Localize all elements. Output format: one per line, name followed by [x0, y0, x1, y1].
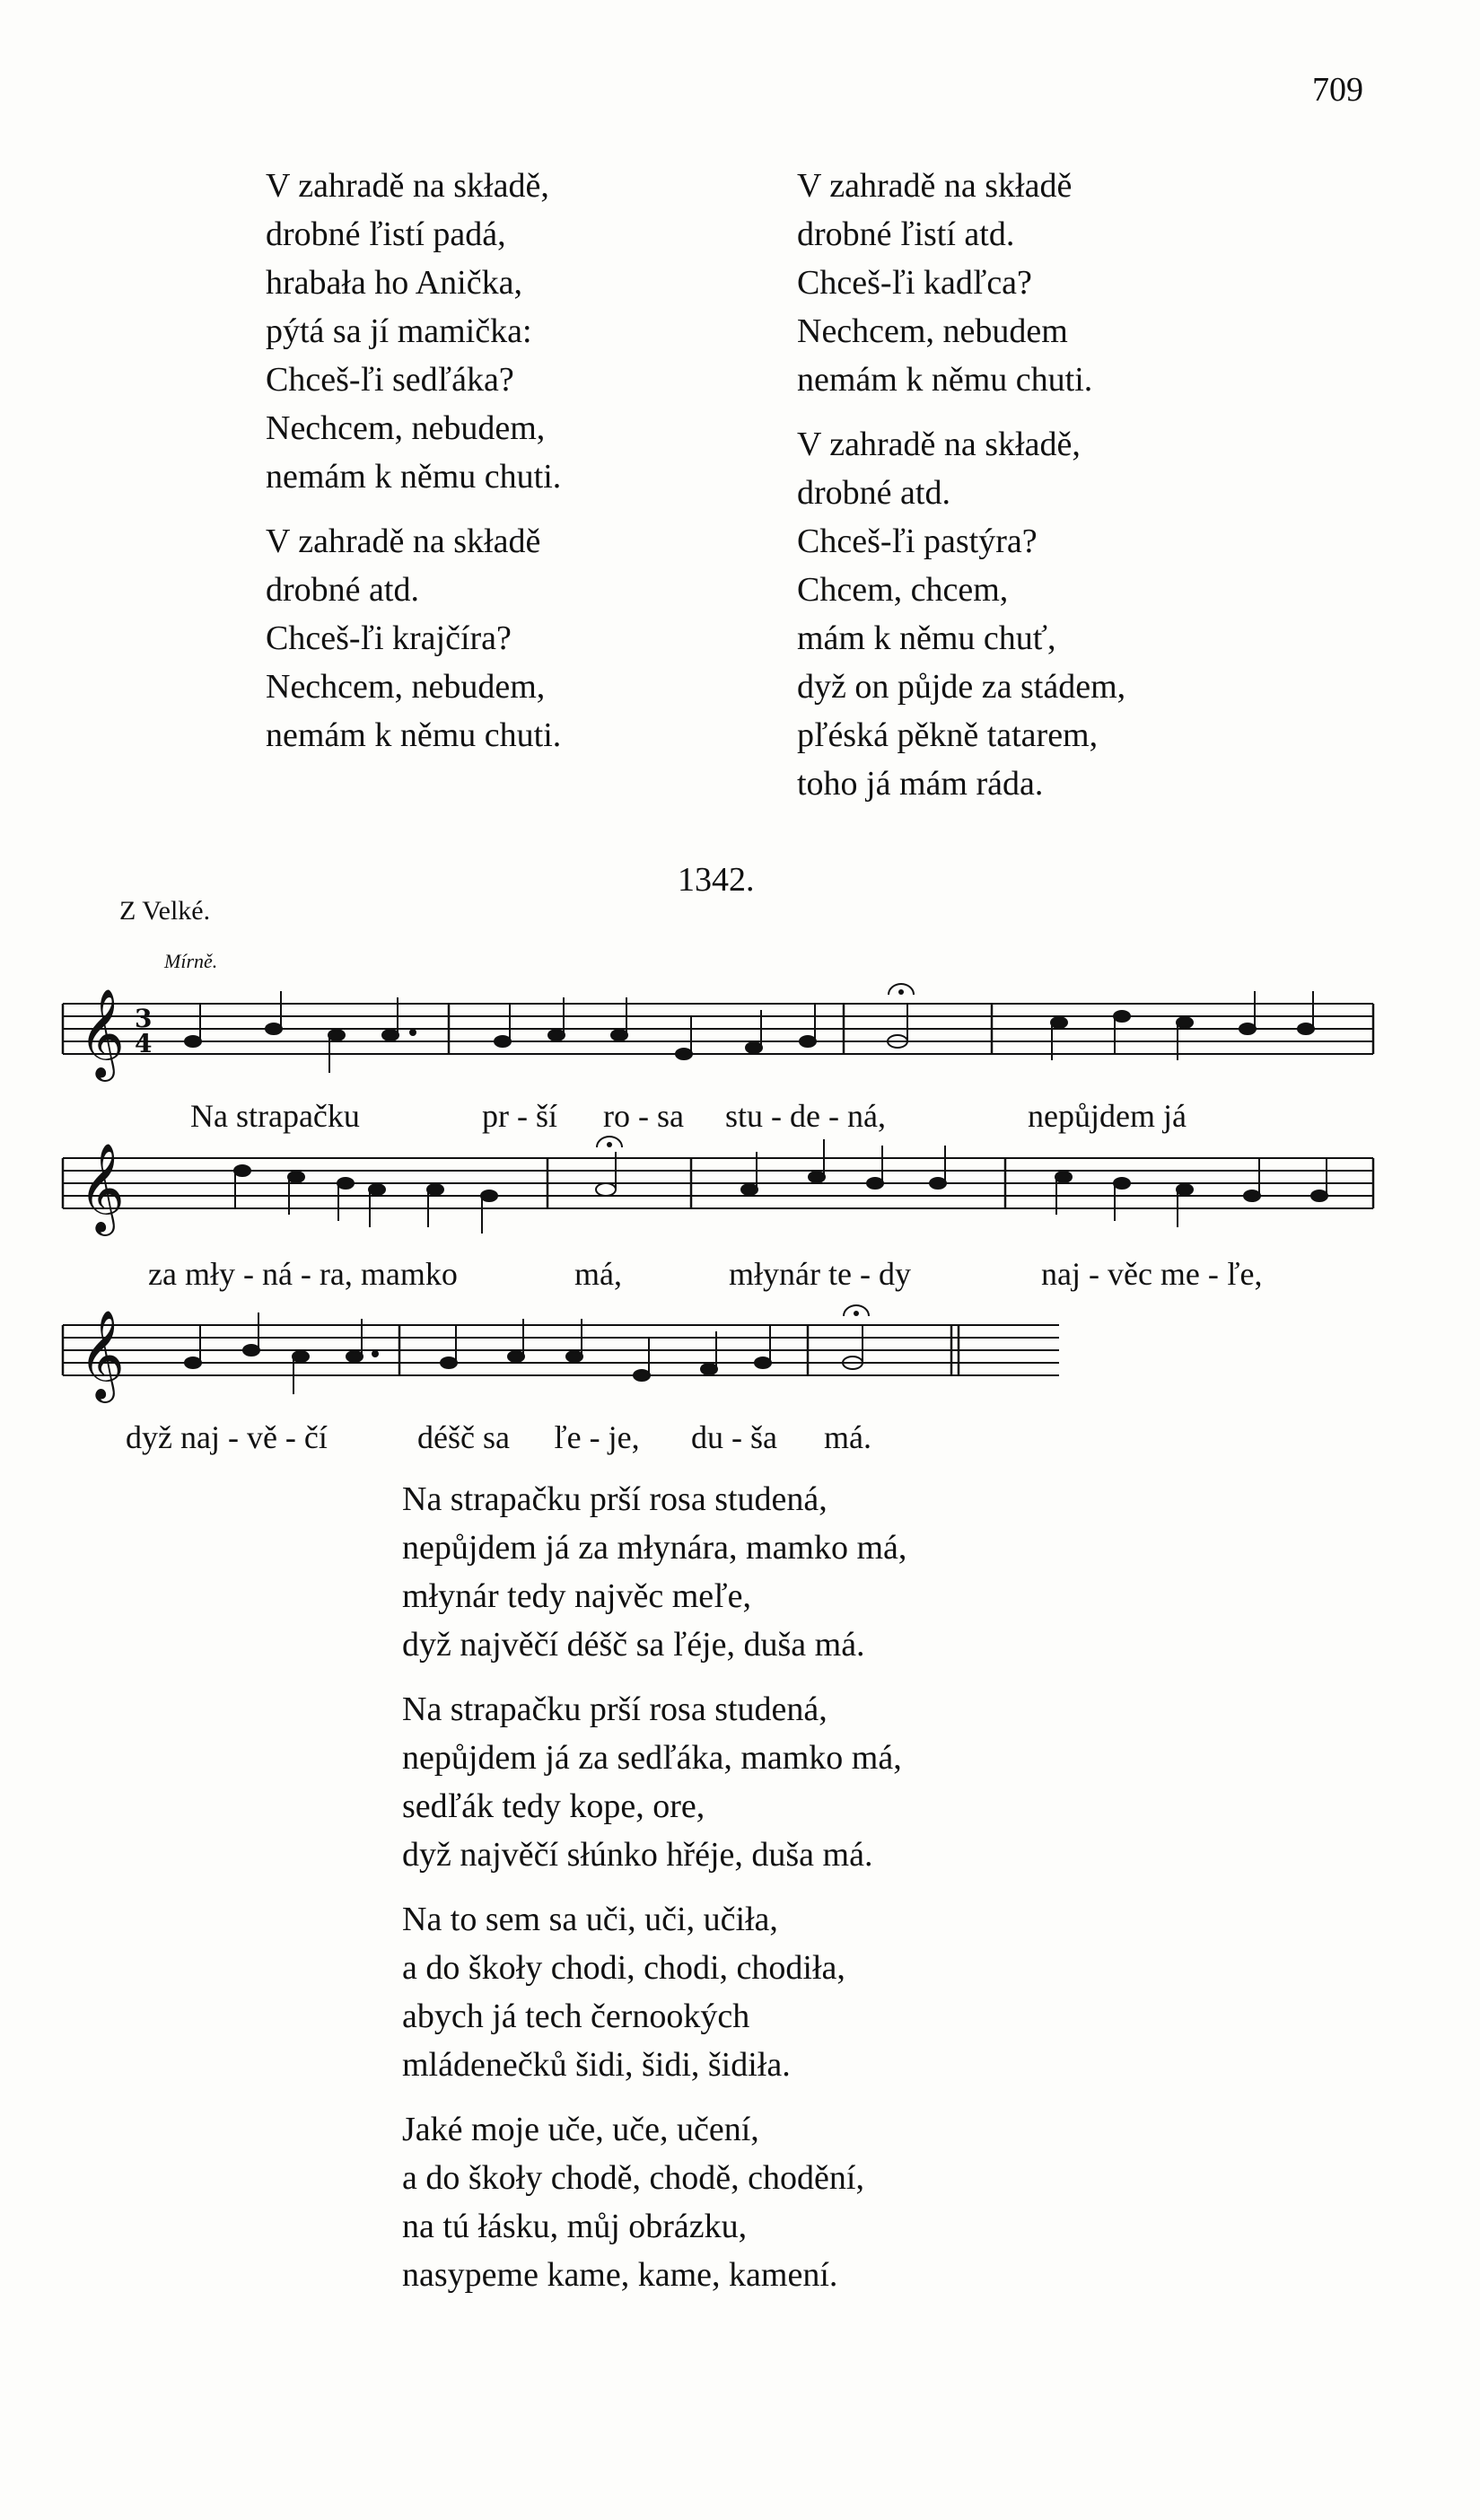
music-lyrics-row-3	[0, 1418, 1480, 1460]
lyric: za mły - ná - ra, mamko	[148, 1256, 458, 1292]
lyric: młynár te - dy	[729, 1256, 911, 1292]
song-number: 1342.	[678, 861, 755, 899]
treble-clef-icon: 𝄞	[79, 1310, 125, 1400]
verse-line: Chceš-ľi kadľca?	[797, 264, 1032, 302]
verse-line: V zahradě na składě	[797, 167, 1073, 205]
verse-line: a do škoły chodě, chodě, chodění,	[402, 2159, 864, 2197]
page-number: 709	[1312, 71, 1363, 109]
treble-clef-icon: 𝄞	[79, 988, 125, 1078]
lyric: ľe - je,	[554, 1419, 640, 1455]
verse-line: pľéská pěkně tatarem,	[797, 716, 1099, 754]
verse-line: mládenečků šidi, šidi, šidiła.	[402, 2046, 791, 2084]
music-lyrics-row-1	[0, 1097, 1480, 1138]
lyric: Na strapačku	[190, 1098, 360, 1134]
verse-line: dyž najvěčí déšč sa ľéje, duša má.	[402, 1626, 865, 1664]
lyric: déšč sa	[417, 1419, 510, 1455]
verse-line: sedľák tedy kope, ore,	[402, 1787, 705, 1825]
verse-line: nepůjdem já za sedľáka, mamko má,	[402, 1739, 902, 1777]
verse-line: drobné ľistí padá,	[266, 215, 506, 253]
verse-line: drobné atd.	[797, 474, 950, 512]
lyric: má.	[824, 1419, 871, 1455]
verse-line: Nechcem, nebudem	[797, 312, 1068, 350]
verse-line: Nechcem, nebudem,	[266, 668, 546, 706]
lyric: stu - de - ná,	[725, 1098, 886, 1134]
time-signature-top: 3	[135, 1004, 153, 1033]
song-origin: Z Velké.	[119, 896, 211, 926]
verse-line: nasypeme kame, kame, kamení.	[402, 2256, 838, 2294]
verse-line: a do škoły chodi, chodi, chodiła,	[402, 1949, 845, 1987]
verse-line: pýtá sa jí mamička:	[266, 312, 532, 350]
lyric: nepůjdem já	[1028, 1098, 1187, 1134]
verse-line: nemám k němu chuti.	[266, 458, 562, 496]
verse-line: Na strapačku prší rosa studená,	[402, 1690, 828, 1728]
lyric: du - ša	[691, 1419, 777, 1455]
lyric: má,	[574, 1256, 622, 1292]
lyric: pr - ší	[482, 1098, 557, 1134]
bottom-verses	[402, 1475, 906, 2315]
verse-line: młynár tedy najvěc meľe,	[402, 1577, 751, 1615]
verse-line: hrabała ho Anička,	[266, 264, 522, 302]
verse-line: V zahradě na składě	[266, 522, 541, 560]
treble-clef-icon: 𝄞	[79, 1143, 125, 1233]
verse-line: toho já mám ráda.	[797, 765, 1044, 803]
verse-line: nemám k němu chuti.	[797, 361, 1093, 399]
verse-line: V zahradě na składě,	[797, 426, 1081, 463]
verse-line: nepůjdem já za młynára, mamko má,	[402, 1529, 907, 1567]
stanza	[402, 2105, 906, 2299]
stanza	[402, 1895, 906, 2089]
verse-line: drobné atd.	[266, 571, 419, 609]
stanza	[402, 1685, 906, 1879]
staff-3	[63, 1325, 1059, 1375]
lyric: naj - věc me - ľe,	[1041, 1256, 1263, 1292]
verse-line: abych já tech černookých	[402, 1998, 750, 2035]
stanza	[402, 1475, 906, 1669]
verse-line: mám k němu chuť,	[797, 619, 1056, 657]
verse-line: Chceš-ľi krajčíra?	[266, 619, 512, 657]
verse-line: na tú łásku, můj obrázku,	[402, 2208, 748, 2245]
verse-line: nemám k němu chuti.	[266, 716, 562, 754]
verse-line: Jaké moje uče, uče, učení,	[402, 2111, 759, 2148]
time-signature-bottom: 4	[135, 1029, 153, 1058]
verse-line: dyž najvěčí słúnko hřéje, duša má.	[402, 1836, 873, 1874]
verse-line: Nechcem, nebudem,	[266, 409, 546, 447]
music-lyrics-row-2	[0, 1255, 1480, 1296]
verse-line: V zahradě na składě,	[266, 167, 549, 205]
verse-line: Chceš-ľi pastýra?	[797, 522, 1038, 560]
verse-line: Na to sem sa uči, uči, učiła,	[402, 1901, 778, 1938]
verse-line: Chcem, chcem,	[797, 571, 1009, 609]
lyric: dyž naj - vě - čí	[126, 1419, 328, 1455]
verse-line: Chceš-ľi sedľáka?	[266, 361, 514, 399]
verse-line: drobné ľistí atd.	[797, 215, 1015, 253]
verse-line: dyž on půjde za stádem,	[797, 668, 1126, 706]
verse-line: Na strapačku prší rosa studená,	[402, 1480, 828, 1518]
tempo-marking: Mírně.	[164, 950, 218, 972]
lyric: ro - sa	[603, 1098, 684, 1134]
note-group-2	[234, 1139, 1327, 1234]
